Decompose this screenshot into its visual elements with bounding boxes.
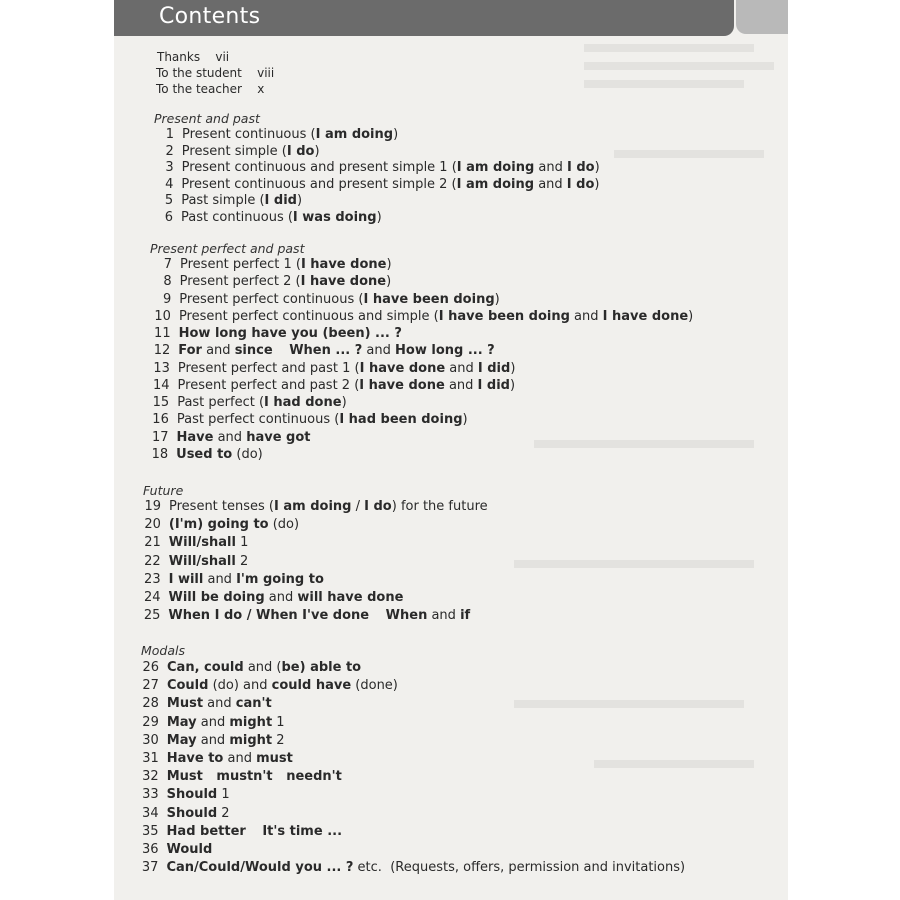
unit-title-part: I did: [477, 377, 510, 393]
unit-title-part: ): [594, 176, 600, 192]
unit-title-part: Should: [166, 787, 218, 803]
unit-title-part: Present perfect 2 (: [179, 274, 301, 290]
unit-title-part: Must: [166, 696, 204, 712]
unit-title-part: and: [223, 751, 257, 766]
unit-title-part: Would: [166, 842, 213, 857]
unit-number: 2: [165, 143, 174, 159]
unit-title-part: will have done: [297, 590, 404, 605]
unit-title-part: Present perfect continuous (: [179, 291, 364, 307]
unit-number: 30: [142, 732, 159, 748]
unit-number: 37: [141, 860, 159, 876]
unit-title-part: Past perfect (: [177, 395, 265, 410]
unit-number: 7: [163, 257, 172, 272]
unit-title-part: and: [534, 176, 567, 192]
unit-title-part: ): [376, 210, 382, 225]
toc-unit-row: [154, 257, 392, 273]
unit-number: 20: [144, 517, 161, 533]
unit-title-part: (I'm) going to: [168, 517, 269, 533]
contents-page: [114, 0, 788, 900]
toc-unit-row: [152, 361, 516, 377]
toc-unit-row: [142, 608, 470, 624]
page-title: Contents: [159, 4, 261, 29]
toc-unit-row: [151, 412, 468, 428]
toc-unit-row: [141, 787, 230, 803]
unit-title-part: I am doing: [315, 127, 394, 142]
unit-title-part: May: [166, 714, 197, 730]
unit-title-part: I do: [567, 160, 595, 176]
unit-title-part: I have done: [602, 308, 689, 324]
unit-title-part: Have: [176, 429, 214, 445]
toc-unit-row: [143, 517, 299, 533]
unit-number: 25: [143, 608, 161, 624]
unit-title-part: and: [264, 590, 298, 605]
unit-title-part: [246, 824, 263, 839]
unit-number: 29: [142, 714, 159, 730]
toc-unit-row: [141, 806, 230, 822]
unit-title-part: ) for the future: [391, 499, 488, 514]
unit-number: 26: [142, 660, 159, 675]
unit-number: 6: [164, 210, 173, 225]
unit-title-part: and: [196, 714, 230, 730]
toc-unit-row: [160, 127, 398, 143]
unit-title-part: Should: [166, 805, 218, 821]
toc-unit-row: [143, 554, 249, 570]
unit-title-part: Past continuous (: [181, 210, 293, 225]
unit-title-part: ): [509, 377, 516, 393]
unit-title-part: ): [688, 308, 694, 324]
unit-number: 21: [144, 535, 161, 551]
unit-title-part: and (: [243, 660, 282, 675]
unit-title-part: Used to: [176, 446, 233, 462]
unit-title-part: etc. (Requests, offers, permission and invitations): [353, 860, 686, 876]
unit-title-part: have got: [246, 429, 311, 445]
unit-title-part: ): [386, 257, 392, 272]
unit-title-part: and: [427, 608, 461, 624]
unit-title-part: Must mustn't needn't: [166, 769, 342, 785]
unit-number: 35: [142, 823, 159, 839]
toc-unit-row: [153, 292, 499, 308]
unit-title-part: Could: [166, 678, 209, 694]
toc-unit-row: [151, 395, 346, 411]
front-matter-item: To the teacher x: [156, 82, 265, 96]
unit-title-part: and: [569, 308, 603, 324]
unit-title-part: (do) and: [208, 678, 272, 694]
unit-title-part: May: [166, 732, 197, 748]
unit-number: 1: [165, 127, 174, 142]
unit-title-part: 2: [217, 805, 230, 821]
unit-number: 28: [142, 696, 159, 712]
unit-title-part: How long have you (been) ... ?: [178, 326, 402, 341]
unit-title-part: and: [196, 732, 230, 748]
header-tab: [736, 0, 788, 34]
unit-number: 15: [152, 395, 170, 410]
unit-title-part: and: [534, 160, 567, 176]
toc-unit-row: [153, 326, 402, 342]
unit-title-part: and: [203, 696, 236, 712]
toc-unit-row: [143, 499, 488, 515]
unit-title-part: ): [393, 127, 399, 142]
toc-unit-row: [160, 160, 600, 176]
toc-unit-row: [141, 733, 285, 749]
unit-title-part: Present tenses (: [169, 499, 274, 514]
unit-title-part: if: [460, 608, 471, 624]
unit-title-part: be) able to: [281, 660, 362, 675]
unit-title-part: Have to: [166, 751, 224, 766]
unit-number: 12: [153, 343, 171, 359]
unit-title-part: 2: [235, 553, 249, 569]
unit-title-part: ): [510, 360, 516, 376]
unit-number: 3: [165, 160, 174, 176]
unit-title-part: ): [494, 291, 500, 307]
unit-title-part: (done): [351, 678, 398, 694]
toc-unit-row: [143, 590, 404, 606]
unit-title-part: Past simple (: [181, 193, 265, 209]
toc-unit-row: [150, 447, 263, 463]
unit-title-part: ): [314, 143, 320, 159]
section-heading: Modals: [141, 643, 186, 658]
unit-title-part: [273, 343, 290, 358]
unit-title-part: When ... ?: [289, 343, 363, 359]
section-heading: Present perfect and past: [150, 241, 305, 256]
unit-number: 11: [154, 326, 171, 341]
toc-unit-row: [159, 210, 382, 226]
unit-number: 23: [144, 571, 161, 587]
unit-title-part: Present perfect and past 1 (: [177, 360, 360, 376]
unit-title-part: ): [341, 395, 347, 410]
unit-number: 27: [142, 678, 159, 694]
unit-title-part: I did: [477, 360, 511, 376]
unit-title-part: Present perfect continuous and simple (: [178, 308, 439, 324]
unit-number: 24: [143, 590, 161, 605]
unit-number: 9: [163, 291, 172, 307]
unit-title-part: and: [445, 360, 478, 376]
toc-unit-row: [154, 274, 392, 290]
unit-title-part: I have done: [300, 257, 387, 272]
unit-title-part: Present perfect 1 (: [180, 257, 301, 272]
unit-title-part: could have: [271, 678, 352, 694]
unit-number: 36: [141, 842, 159, 857]
unit-title-part: How long ... ?: [395, 343, 495, 359]
unit-title-part: I do: [364, 499, 392, 514]
unit-title-part: Will/shall: [168, 553, 236, 569]
unit-title-part: ): [386, 274, 392, 290]
unit-number: 10: [154, 308, 171, 324]
front-matter-item: To the student viii: [156, 66, 275, 80]
unit-title-part: 1: [217, 787, 230, 803]
unit-title-part: can't: [235, 696, 272, 712]
toc-unit-row: [141, 751, 293, 767]
unit-title-part: and: [201, 343, 235, 359]
unit-number: 13: [153, 360, 170, 376]
unit-title-part: For: [178, 343, 202, 359]
unit-number: 8: [163, 274, 172, 290]
unit-title-part: Present continuous (: [182, 127, 316, 142]
unit-number: 34: [142, 805, 159, 821]
toc-unit-row: [143, 572, 324, 588]
unit-title-part: and: [444, 377, 478, 393]
section-heading: Present and past: [154, 111, 260, 126]
unit-number: 14: [153, 377, 170, 393]
unit-number: 5: [164, 193, 174, 209]
unit-title-part: I am doing: [456, 176, 535, 192]
unit-title-part: Will/shall: [168, 535, 236, 551]
unit-title-part: I have done: [359, 360, 446, 376]
unit-title-part: It's time ...: [262, 823, 343, 839]
unit-title-part: 1: [235, 535, 249, 551]
unit-title-part: I have been doing: [363, 291, 495, 307]
unit-number: 17: [151, 429, 169, 445]
unit-title-part: Will be doing: [168, 590, 265, 605]
unit-title-part: [369, 608, 386, 623]
toc-unit-row: [143, 535, 249, 551]
front-matter-item: Thanks vii: [157, 50, 230, 64]
unit-title-part: Can/Could/Would you ... ?: [166, 860, 354, 876]
unit-title-part: I'm going to: [236, 571, 324, 587]
unit-title-part: 1: [272, 714, 285, 730]
toc-unit-row: [141, 842, 213, 858]
unit-title-part: ): [594, 160, 600, 176]
unit-title-part: must: [256, 751, 293, 766]
toc-unit-row: [141, 678, 398, 694]
unit-title-part: I have done: [359, 377, 445, 393]
unit-number: 32: [142, 769, 159, 785]
unit-number: 31: [142, 751, 159, 766]
unit-title-part: I did: [264, 193, 297, 209]
unit-number: 18: [151, 446, 169, 462]
toc-unit-row: [159, 193, 302, 209]
unit-title-part: Present continuous and present simple 2 (: [181, 176, 457, 192]
toc-unit-row: [141, 696, 272, 712]
unit-title-part: Present continuous and present simple 1 (: [181, 160, 457, 176]
unit-title-part: I have done: [300, 274, 387, 290]
unit-title-part: I do: [566, 176, 595, 192]
toc-unit-row: [141, 660, 361, 676]
unit-title-part: (do): [268, 517, 300, 533]
unit-title-part: since: [234, 343, 273, 359]
unit-title-part: and: [213, 429, 247, 445]
unit-title-part: I was doing: [292, 210, 377, 225]
unit-number: 22: [144, 553, 161, 569]
unit-title-part: I do: [286, 143, 315, 159]
toc-unit-row: [160, 144, 320, 160]
unit-title-part: I had done: [264, 395, 342, 410]
unit-number: 16: [152, 412, 169, 428]
unit-title-part: 2: [272, 732, 285, 748]
unit-title-part: I had been doing: [339, 412, 463, 428]
unit-title-part: ): [296, 193, 303, 209]
unit-title-part: I will: [168, 571, 204, 587]
unit-number: 33: [142, 787, 159, 803]
section-heading: Future: [143, 483, 184, 498]
toc-unit-row: [141, 769, 342, 785]
unit-title-part: Present simple (: [181, 143, 287, 159]
unit-title-part: (do): [232, 446, 263, 462]
toc-unit-row: [151, 430, 311, 446]
header-bar: [114, 0, 734, 36]
toc-unit-row: [141, 824, 342, 840]
toc-unit-row: [153, 309, 693, 325]
toc-unit-row: [159, 177, 599, 193]
toc-unit-row: [152, 378, 516, 394]
unit-title-part: might: [229, 732, 273, 748]
unit-title-part: I am doing: [274, 499, 352, 514]
unit-title-part: and: [362, 343, 396, 359]
unit-title-part: ): [462, 412, 468, 428]
unit-title-part: and: [203, 571, 237, 587]
unit-title-part: I am doing: [456, 160, 535, 176]
toc-unit-row: [141, 715, 285, 731]
unit-title-part: Can, could: [167, 660, 244, 675]
unit-title-part: Past perfect continuous (: [176, 412, 340, 428]
unit-title-part: might: [229, 714, 273, 730]
toc-unit-row: [140, 860, 685, 876]
unit-title-part: When I do / When I've done: [168, 608, 370, 624]
unit-title-part: I have been doing: [438, 308, 570, 324]
unit-number: 19: [144, 499, 161, 514]
toc-unit-row: [152, 343, 494, 359]
unit-title-part: Present perfect and past 2 (: [177, 377, 360, 393]
unit-number: 4: [165, 176, 174, 192]
unit-title-part: When: [385, 608, 428, 624]
unit-title-part: Had better: [166, 823, 246, 839]
unit-title-part: /: [351, 499, 365, 514]
